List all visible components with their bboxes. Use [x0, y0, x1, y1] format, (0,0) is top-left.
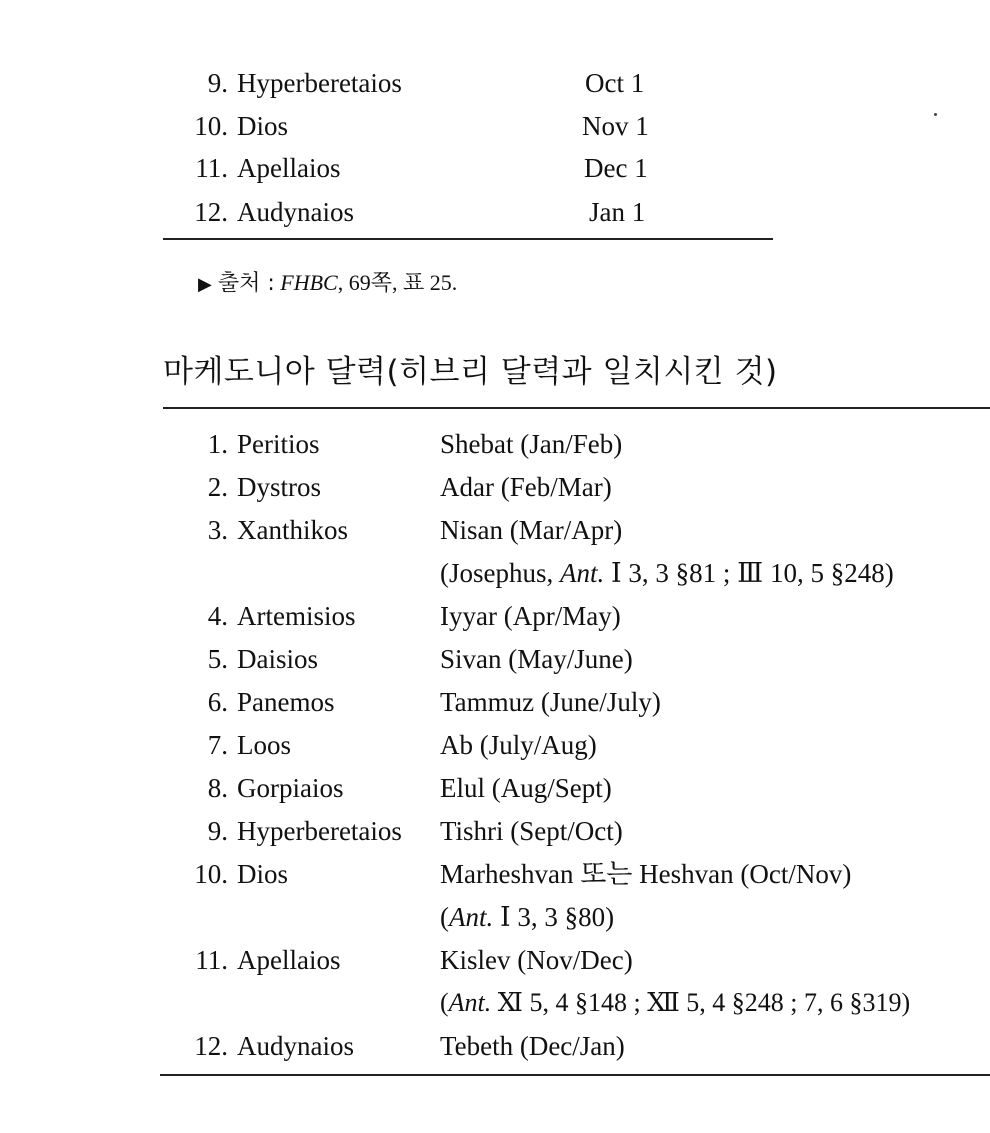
- note-work: Ant.: [448, 988, 492, 1017]
- month-number: 10.: [194, 111, 228, 141]
- note-text: Ⅰ 3, 3 §81 ; Ⅲ 10, 5 §248): [604, 558, 894, 588]
- hebrew-month: Sivan (May/June): [440, 644, 633, 674]
- month-name: Dios: [237, 111, 289, 141]
- reference-note: [440, 901, 614, 933]
- month-number: 12.: [194, 197, 228, 227]
- month-number: 7.: [207, 730, 228, 760]
- month-name: Panemos: [237, 687, 335, 717]
- month-number: 11.: [195, 153, 228, 183]
- month-name: Hyperberetaios: [237, 816, 402, 846]
- hebrew-month: Iyyar (Apr/May): [440, 601, 621, 631]
- month-number: 2.: [207, 472, 228, 502]
- month-number: 12.: [194, 1031, 228, 1061]
- month-name: Loos: [237, 730, 291, 760]
- main-table-bottom-rule: [160, 1074, 990, 1076]
- month-name: Apellaios: [237, 945, 341, 975]
- note-text: (: [440, 902, 449, 932]
- hebrew-month: Nisan (Mar/Apr): [440, 515, 623, 545]
- month-number: 4.: [207, 601, 228, 631]
- month-name: Dios: [237, 859, 289, 889]
- main-table-top-rule: [163, 407, 990, 409]
- month-number: 3.: [207, 515, 228, 545]
- month-name: Audynaios: [237, 1031, 354, 1061]
- month-name: Peritios: [237, 429, 320, 459]
- source-label: 출처 :: [217, 271, 275, 296]
- month-name: Xanthikos: [237, 515, 348, 545]
- reference-note: [440, 987, 910, 1019]
- month-start-date: Oct 1: [585, 68, 645, 98]
- month-name: Daisios: [237, 644, 318, 674]
- month-number: 1.: [207, 429, 228, 459]
- month-number: 10.: [194, 859, 228, 889]
- month-start-date: Dec 1: [584, 153, 648, 183]
- reference-note: [440, 557, 894, 589]
- hebrew-month: Adar (Feb/Mar): [440, 472, 612, 502]
- note-text: (: [440, 988, 449, 1017]
- hebrew-month: Tammuz (June/July): [440, 687, 661, 717]
- month-number: 11.: [195, 945, 228, 975]
- top-table-bottom-rule: [163, 238, 773, 240]
- month-name: Dystros: [237, 472, 322, 502]
- hebrew-month: Elul (Aug/Sept): [440, 773, 612, 803]
- source-work: FHBC: [280, 270, 338, 295]
- note-work: Ant.: [449, 902, 494, 932]
- note-text: Ⅺ 5, 4 §148 ; Ⅻ 5, 4 §248 ; 7, 6 §319): [491, 988, 911, 1017]
- note-text: (Josephus,: [440, 558, 560, 588]
- month-number: 5.: [207, 644, 228, 674]
- month-number: 9.: [207, 816, 228, 846]
- month-name: Artemisios: [237, 601, 356, 631]
- hebrew-month: Tishri (Sept/Oct): [440, 816, 623, 846]
- section-title: 마케도니아 달력(히브리 달력과 일치시킨 것): [163, 354, 778, 390]
- month-name: Audynaios: [237, 197, 354, 227]
- stray-dot: [934, 113, 937, 116]
- month-number: 8.: [207, 773, 228, 803]
- source-rest: , 69쪽, 표 25.: [337, 270, 458, 295]
- triangle-marker-icon: ▶: [198, 274, 212, 294]
- month-number: 9.: [207, 68, 228, 98]
- month-start-date: Nov 1: [582, 111, 649, 141]
- source-citation: [198, 268, 457, 299]
- month-name: Hyperberetaios: [237, 68, 402, 98]
- hebrew-month: Kislev (Nov/Dec): [440, 945, 633, 975]
- hebrew-month: Tebeth (Dec/Jan): [440, 1031, 625, 1061]
- month-start-date: Jan 1: [589, 197, 646, 227]
- hebrew-month: Shebat (Jan/Feb): [440, 429, 623, 459]
- note-work: Ant.: [560, 558, 605, 588]
- note-text: Ⅰ 3, 3 §80): [493, 902, 615, 932]
- month-number: 6.: [207, 687, 228, 717]
- month-name: Apellaios: [237, 153, 341, 183]
- hebrew-month: Ab (July/Aug): [440, 730, 597, 760]
- hebrew-month: Marheshvan 또는 Heshvan (Oct/Nov): [440, 859, 852, 889]
- month-name: Gorpiaios: [237, 773, 344, 803]
